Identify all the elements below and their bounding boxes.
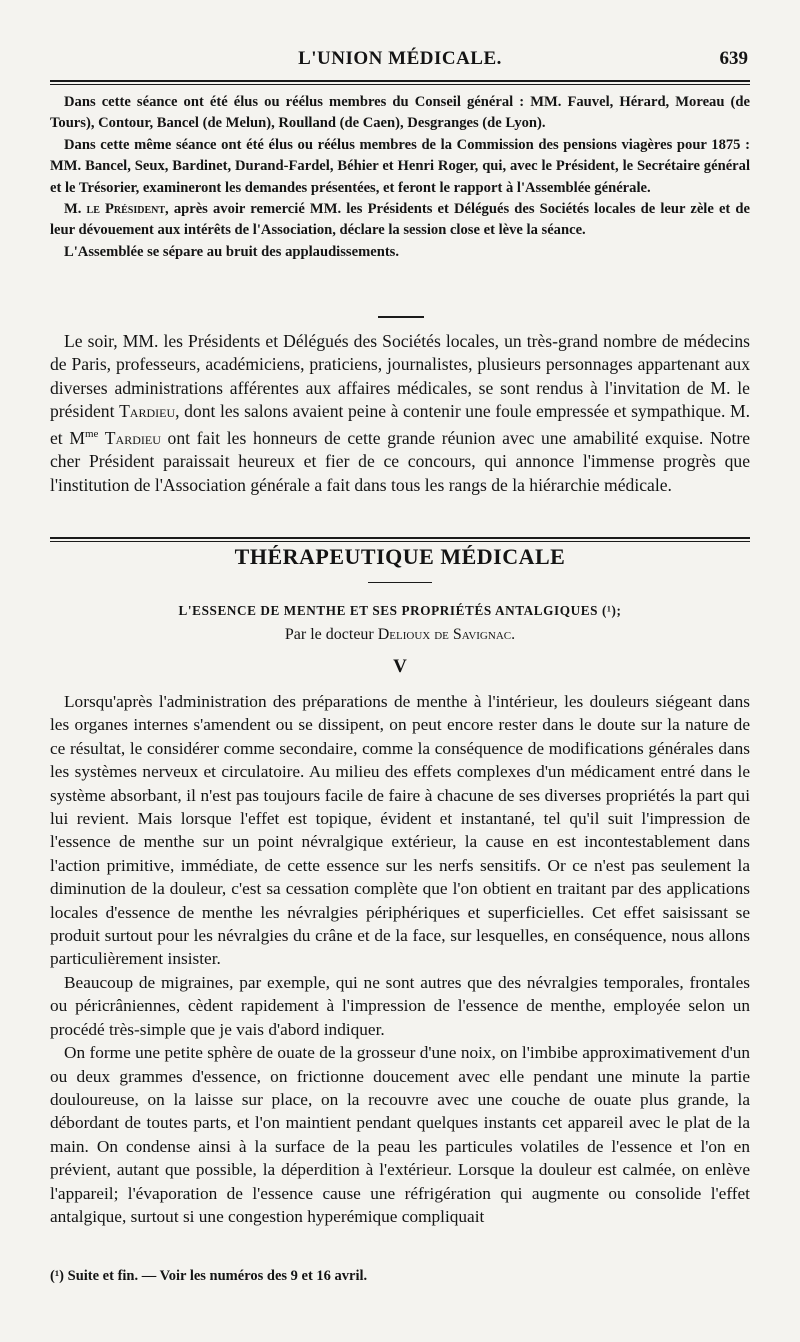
byline-prefix: Par le docteur [284,626,378,643]
mme-superscript: me [85,428,99,441]
proceedings-paragraph: Dans cette même séance ont été élus ou réélus membres de la Commission des pensions viagères pour 1875 : MM. Bancel, Seux, Bardinet, Durand-Fardel, Béhier et Henri Roger, qui, avec le Président, le Secrétaire général et le Trésorier, examineront les demandes présentées, et feront le rapport à l'Assemblée générale. [50,136,750,196]
section-title: THÉRAPEUTIQUE MÉDICALE [234,544,566,569]
soiree-text: Le soir, MM. les Présidents et Délégués des Sociétés locales, un très-grand nombre de médecins de Paris, professeurs, académiciens, praticiens, journalistes, plusieurs personnages appartenant aux diverses administrations afférentes aux affaires médicales, se sont rendus à l'invitation de M. le président [50,331,750,421]
soiree-text: ont fait les honneurs de cette grande réunion avec une amabilité exquise. Notre cher Président paraissait heureux et fier de ce concours, qui annonce l'immense progrès que l'institution de l'Association générale a fait dans tous les rangs de la hiérarchie médicale. [50,428,751,495]
running-title: L'UNION MÉDICALE. [298,48,502,69]
header-rule [50,80,750,82]
footnote-marker: (¹); [601,603,622,618]
page-header [50,48,750,76]
article-title [50,603,750,619]
proceedings-text: , après avoir remercié MM. les Présidents et Délégués des Sociétés locales de leur zèle et de leur dévouement aux intérêts de l'Association, déclare la session close et lève la séance. [50,201,750,239]
tardieu-name: Tardieu [119,400,176,421]
section-rule [50,537,750,539]
assembly-proceedings [50,92,750,263]
page-number: 639 [719,48,748,69]
soiree-paragraph [50,330,750,497]
title-rule [368,582,432,583]
proceedings-paragraph [50,199,750,242]
footnote: (¹) Suite et fin. — Voir les numéros des 9 et 16 avril. [50,1268,368,1284]
section-numeral: V [393,656,407,677]
soiree-text: , dont les salons avaient peine à contenir une foule empressée et sympathique. M. et M [50,400,750,449]
article-paragraph: On forme une petite sphère de ouate de la grosseur d'une noix, on l'imbibe approximativement d'un ou deux grammes d'essence, on frictionne doucement avec elle pendant une minute la partie douloureuse, on la laisse sur place, on la recouvre avec une couche de ouate plus grande, la débordant de toutes parts, et l'on maintient pendant quelques instants cet appareil avec le plat de la main. On condense ainsi à la surface de la peau les particules volatiles de l'essence et l'on en prévient, autant que possible, la déperdition à l'extérieur. Lorsque la douleur est calmée, on enlève l'appareil; l'évaporation de l'essence cause une réfrigération qui augmente ou consolide l'effet antalgique, surtout si une congestion hyperémique compliquait [50,1043,750,1226]
president-name: M. le Président [64,201,166,218]
article-title-text: L'ESSENCE DE MENTHE ET SES PROPRIÉTÉS ANTALGIQUES [178,603,599,618]
soiree-report [50,330,750,497]
tardieu-name: Tardieu [98,428,161,449]
byline-suffix: . [511,626,516,643]
article-paragraph: Lorsqu'après l'administration des préparations de menthe à l'intérieur, les douleurs siégeant dans les organes internes s'amendent ou se dissipent, on peut encore rester dans le doute sur la nature de ce résultat, le considérer comme secondaire, comme la conséquence de modifications générales dans les systèmes nerveux et circulatoire. Au milieu des effets complexes d'un médicament entré dans le système absorbant, il n'est pas toujours facile de faire à chacune de ses diverses propriétés la part qui lui revient. Mais lorsque l'effet est topique, évident et instantané, tel qu'il suit l'impression de l'essence de menthe sur un point névralgique extérieur, la cause en est incontestablement dans l'action primitive, immédiate, de cette essence sur les nerfs sensitifs. Or ce n'est pas seulement la diminution de la douleur, c'est sa cessation complète que l'on obtient en traitant par des applications locales d'essence de menthe les névralgies périphériques et superficielles. Cet effet saisissant se produit surtout pour les névralgies du crâne et de la face, sur lesquelles, en conséquence, nous allons particulièrement insister. [50,692,750,969]
article-paragraph: Beaucoup de migraines, par exemple, qui ne sont autres que des névralgies temporales, frontales ou péricrâniennes, cèdent rapidement à l'impression de l'essence de menthe, employée selon un procédé très-simple que je vais d'abord indiquer. [50,972,750,1039]
author-name: Delioux de Savignac [377,626,512,643]
article-body [50,690,750,1228]
separator-rule [378,316,424,318]
proceedings-paragraph: Dans cette séance ont été élus ou réélus membres du Conseil général : MM. Fauvel, Hérard, Moreau (de Tours), Contour, Bancel (de Melun), Roulland (de Caen), Desgranges (de Lyon). [50,94,750,132]
proceedings-paragraph: L'Assemblée se sépare au bruit des applaudissements. [64,243,400,260]
byline [50,626,750,644]
